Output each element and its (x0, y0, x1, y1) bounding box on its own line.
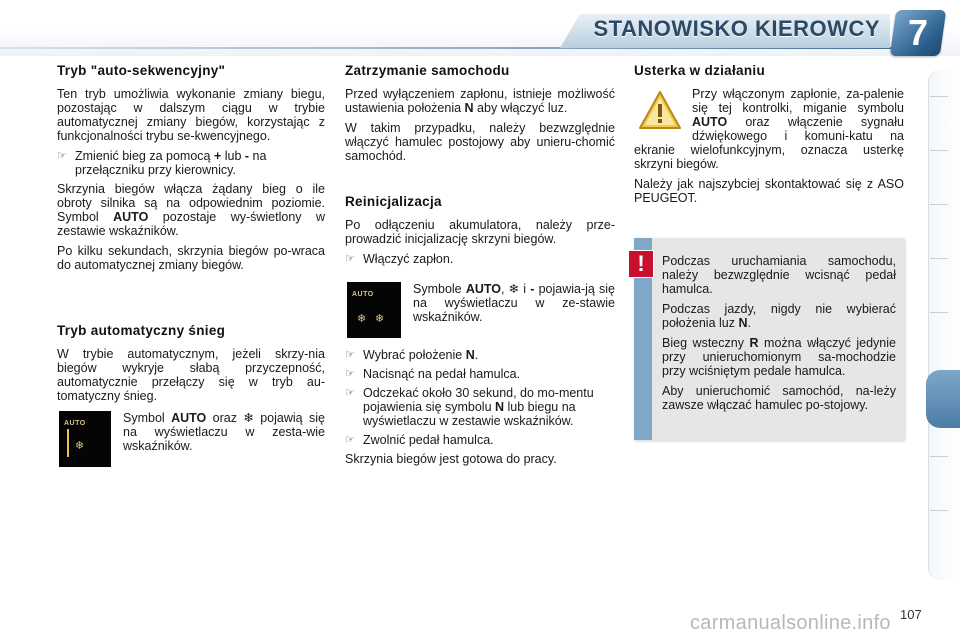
notice-paragraph: Podczas uruchamiania samochodu, należy bezwzględnie wcisnąć pedał hamulca. (662, 254, 896, 296)
snowflake-icon: ❄ (375, 313, 385, 325)
paragraph (345, 87, 615, 115)
text-bold: N (738, 316, 748, 330)
text: Zmienić bieg za pomocą (75, 149, 214, 163)
text: . (747, 316, 751, 330)
bullet-item (345, 367, 615, 381)
text: lub (221, 149, 245, 163)
text-bold: - (530, 282, 535, 296)
finger-pointing-icon: ☞ (345, 434, 355, 446)
instrument-display-icon (347, 282, 401, 338)
text-bold: + (213, 149, 222, 163)
finger-pointing-icon: ☞ (57, 150, 67, 162)
text-bold: N (495, 400, 505, 414)
snowflake-icon: ❄ (357, 313, 367, 325)
text: oraz ❄ pojawią się na wyświetlaczu w zesta-wie wskaźników. (123, 411, 325, 453)
text-bold: - (244, 149, 250, 163)
text: . (474, 348, 479, 362)
column-3 (634, 64, 904, 211)
paragraph: Po kilku sekundach, skrzynia biegów po-wraca do automatycznej zmiany biegów. (57, 244, 325, 272)
icon-paragraph (345, 282, 615, 344)
notice-paragraph (662, 336, 896, 378)
bullet-item (57, 149, 325, 177)
chapter-tabs (928, 70, 960, 580)
notice-paragraph: Aby unieruchomić samochód, na-leży zawsze włączać hamulec po-stojowy. (662, 384, 896, 412)
bullet-item (345, 348, 615, 362)
paragraph (411, 282, 615, 324)
text: lub biegu na wyświetlaczu w zestawie wskaźników. (363, 400, 576, 428)
display-bar (67, 429, 69, 457)
finger-pointing-icon: ☞ (345, 349, 355, 361)
instrument-display-icon (59, 411, 111, 467)
warning-paragraph (634, 87, 904, 177)
text-bold: AUTO (465, 282, 501, 296)
page-number: 107 (900, 607, 922, 622)
text: Skrzynia biegów włącza żądany bieg o ile obroty silnika są na odpowiednim poziomie. Symbol (57, 182, 325, 224)
bullet-item (345, 252, 615, 266)
watermark: carmanualsonline.info (690, 612, 891, 634)
tab-divider (930, 510, 948, 511)
text: Przed wyłączeniem zapłonu, istnieje możliwość ustawienia położenia (345, 87, 615, 115)
text: Włączyć zapłon. (363, 252, 454, 266)
warning-triangle-icon (638, 89, 682, 131)
active-chapter-tab[interactable] (926, 370, 960, 428)
paragraph: W trybie automatycznym, jeżeli skrzy-nia biegów wykryje słabą przyczepność, automatycznie przełączy się w tryb au-tomatyczny śnieg. (57, 347, 325, 403)
text: Zwolnić pedał hamulca. (363, 433, 494, 447)
page-title: STANOWISKO KIEROWCY (593, 16, 880, 41)
text-bold: AUTO (692, 115, 728, 129)
section-title-stopping: Zatrzymanie samochodu (345, 63, 510, 78)
text: oraz włączenie sygnału dźwiękowego i komuni-katu na ekranie wielofunkcyjnym, oznacza usterkę skrzyni biegów. (634, 115, 904, 171)
text-bold: AUTO (113, 210, 149, 224)
text: Nacisnąć na pedał hamulca. (363, 367, 521, 381)
text: Wybrać położenie (363, 348, 466, 362)
tab-divider (930, 204, 948, 205)
tab-divider (930, 312, 948, 313)
text: pojawia-ją się na wyświetlaczu w ze-stawie wskaźników. (413, 282, 615, 324)
text-bold: R (749, 336, 759, 350)
section-title-auto-sequential: Tryb "auto-sekwencyjny" (57, 63, 226, 78)
tab-divider (930, 258, 948, 259)
snowflake-icon: ❄ (75, 440, 85, 452)
finger-pointing-icon: ☞ (345, 368, 355, 380)
text: pozostaje wy-świetlony w zestawie wskaźników. (57, 210, 326, 238)
paragraph: Skrzynia biegów jest gotowa do pracy. (345, 452, 557, 466)
display-text: AUTO (352, 291, 374, 298)
text: na przełączniku przy kierownicy. (75, 149, 267, 177)
column-2 (345, 64, 615, 472)
text-bold: N (464, 101, 474, 115)
tab-divider (930, 456, 948, 457)
paragraph: Należy jak najszybciej skontaktować się z ASO PEUGEOT. (634, 177, 904, 205)
text: aby włączyć luz. (473, 101, 568, 115)
tab-divider (930, 150, 948, 151)
chapter-number: 7 (907, 12, 929, 53)
text: Symbole (413, 282, 466, 296)
tab-divider (930, 96, 948, 97)
text-bold: N (465, 348, 475, 362)
notice-box (634, 238, 904, 440)
display-text: AUTO (64, 420, 86, 427)
paragraph (57, 182, 325, 238)
text: Symbol (123, 411, 172, 425)
section-title-malfunction: Usterka w działaniu (634, 63, 765, 78)
exclamation-icon: ! (628, 250, 654, 278)
text: , ❄ i (501, 282, 531, 296)
finger-pointing-icon: ☞ (345, 253, 355, 265)
text: można włączyć jedynie przy unieruchomionym sa-mochodzie przy wciśniętym pedale hamulca. (662, 336, 896, 378)
paragraph: W takim przypadku, należy bezwzględnie włączyć hamulec postojowy aby unieru-chomić samochód. (345, 121, 615, 163)
paragraph (121, 411, 325, 453)
text: Odczekać około 30 sekund, do mo-mentu pojawienia się symbolu (363, 386, 594, 414)
paragraph: Ten tryb umożliwia wykonanie zmiany biegu, pozostając w dalszym ciągu w trybie automatycznej zmiany biegów, korzystając z funkcjonalności trybu se-kwencyjnego. (57, 87, 325, 143)
section-title-reinitialization: Reinicjalizacja (345, 194, 442, 209)
paragraph: Po odłączeniu akumulatora, należy prze-prowadzić inicjalizację skrzyni biegów. (345, 218, 615, 246)
bullet-item (345, 386, 615, 428)
icon-paragraph (57, 411, 325, 473)
column-1 (57, 64, 325, 473)
text: Przy włączonym zapłonie, za-palenie się tej kontrolki, miganie symbolu (692, 87, 904, 115)
text: Podczas jazdy, nigdy nie wybierać położenia luz (662, 302, 896, 330)
text-bold: AUTO (171, 411, 207, 425)
text: Bieg wsteczny (662, 336, 750, 350)
finger-pointing-icon: ☞ (345, 387, 355, 399)
bullet-item (345, 433, 615, 447)
notice-paragraph (662, 302, 896, 330)
section-title-snow-mode: Tryb automatyczny śnieg (57, 323, 226, 338)
